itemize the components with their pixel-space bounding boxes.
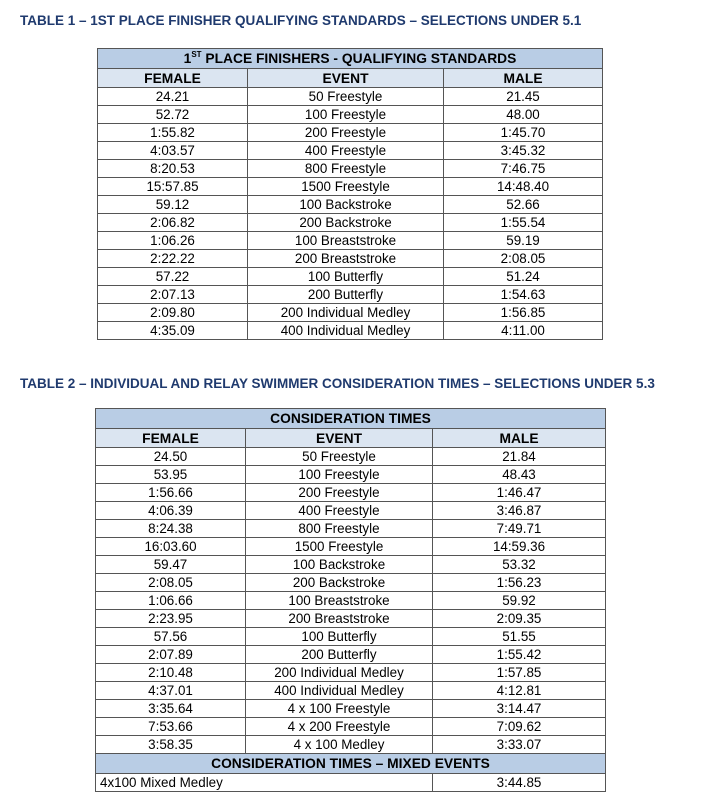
table-row (98, 304, 603, 322)
male-time-cell: 59.19 (444, 232, 603, 250)
female-time-cell: 4:06.39 (96, 502, 246, 520)
female-time-cell: 53.95 (96, 466, 246, 484)
female-time-cell: 2:08.05 (96, 574, 246, 592)
event-cell: 200 Backstroke (248, 214, 444, 232)
male-time-cell: 21.45 (444, 88, 603, 106)
male-time-cell: 1:45.70 (444, 124, 603, 142)
table-row (98, 196, 603, 214)
consideration-times-table (95, 408, 606, 792)
mixed-event-cell: 4x100 Mixed Medley (96, 774, 433, 792)
table-row (96, 466, 606, 484)
male-time-cell: 3:33.07 (433, 736, 606, 754)
event-cell: 100 Butterfly (246, 628, 433, 646)
table-row (98, 322, 603, 340)
table-row (96, 628, 606, 646)
table-row (98, 250, 603, 268)
female-time-cell: 4:35.09 (98, 322, 248, 340)
event-cell: 4 x 100 Medley (246, 736, 433, 754)
column-header-male: MALE (433, 429, 606, 448)
female-time-cell: 2:23.95 (96, 610, 246, 628)
event-cell: 400 Freestyle (246, 502, 433, 520)
female-time-cell: 1:56.66 (96, 484, 246, 502)
event-cell: 400 Freestyle (248, 142, 444, 160)
male-time-cell: 14:48.40 (444, 178, 603, 196)
table-row (98, 214, 603, 232)
female-time-cell: 1:06.26 (98, 232, 248, 250)
table-row (98, 286, 603, 304)
table-row (98, 160, 603, 178)
table1-title: 1ST PLACE FINISHERS - QUALIFYING STANDARDS (98, 49, 603, 69)
female-time-cell: 59.47 (96, 556, 246, 574)
female-time-cell: 24.50 (96, 448, 246, 466)
table-row (98, 142, 603, 160)
male-time-cell: 3:46.87 (433, 502, 606, 520)
male-time-cell: 7:09.62 (433, 718, 606, 736)
male-time-cell: 2:09.35 (433, 610, 606, 628)
event-cell: 400 Individual Medley (248, 322, 444, 340)
column-header-female: FEMALE (96, 429, 246, 448)
table-row (98, 268, 603, 286)
female-time-cell: 2:06.82 (98, 214, 248, 232)
event-cell: 200 Breaststroke (248, 250, 444, 268)
table-row (96, 502, 606, 520)
male-time-cell: 1:56.85 (444, 304, 603, 322)
event-cell: 4 x 200 Freestyle (246, 718, 433, 736)
event-cell: 200 Individual Medley (246, 664, 433, 682)
event-cell: 200 Butterfly (248, 286, 444, 304)
event-cell: 800 Freestyle (246, 520, 433, 538)
table-row (98, 232, 603, 250)
column-header-event: EVENT (246, 429, 433, 448)
table2-heading: TABLE 2 – INDIVIDUAL AND RELAY SWIMMER CONSIDERATION TIMES – SELECTIONS UNDER 5.3 (20, 376, 655, 391)
female-time-cell: 8:24.38 (96, 520, 246, 538)
event-cell: 200 Freestyle (246, 484, 433, 502)
table-row (96, 736, 606, 754)
event-cell: 100 Butterfly (248, 268, 444, 286)
mixed-events-title: CONSIDERATION TIMES – MIXED EVENTS (96, 754, 606, 774)
table-row (98, 124, 603, 142)
event-cell: 200 Backstroke (246, 574, 433, 592)
female-time-cell: 57.56 (96, 628, 246, 646)
female-time-cell: 8:20.53 (98, 160, 248, 178)
table-row (96, 682, 606, 700)
female-time-cell: 59.12 (98, 196, 248, 214)
female-time-cell: 3:58.35 (96, 736, 246, 754)
female-time-cell: 2:22.22 (98, 250, 248, 268)
event-cell: 1500 Freestyle (248, 178, 444, 196)
female-time-cell: 7:53.66 (96, 718, 246, 736)
male-time-cell: 53.32 (433, 556, 606, 574)
table-row (96, 538, 606, 556)
event-cell: 200 Butterfly (246, 646, 433, 664)
event-cell: 50 Freestyle (246, 448, 433, 466)
male-time-cell: 4:12.81 (433, 682, 606, 700)
event-cell: 1500 Freestyle (246, 538, 433, 556)
female-time-cell: 15:57.85 (98, 178, 248, 196)
male-time-cell: 48.00 (444, 106, 603, 124)
female-time-cell: 24.21 (98, 88, 248, 106)
qualifying-standards-table (97, 48, 603, 340)
table-row (96, 574, 606, 592)
table-row (98, 106, 603, 124)
female-time-cell: 4:03.57 (98, 142, 248, 160)
table-row (96, 610, 606, 628)
male-time-cell: 1:55.54 (444, 214, 603, 232)
table-row (98, 178, 603, 196)
female-time-cell: 52.72 (98, 106, 248, 124)
event-cell: 100 Breaststroke (246, 592, 433, 610)
female-time-cell: 1:55.82 (98, 124, 248, 142)
male-time-cell: 1:56.23 (433, 574, 606, 592)
male-time-cell: 48.43 (433, 466, 606, 484)
male-time-cell: 51.24 (444, 268, 603, 286)
female-time-cell: 2:07.89 (96, 646, 246, 664)
male-time-cell: 7:46.75 (444, 160, 603, 178)
female-time-cell: 1:06.66 (96, 592, 246, 610)
table-row (96, 484, 606, 502)
female-time-cell: 4:37.01 (96, 682, 246, 700)
event-cell: 800 Freestyle (248, 160, 444, 178)
mixed-time-cell: 3:44.85 (433, 774, 606, 792)
event-cell: 400 Individual Medley (246, 682, 433, 700)
column-header-male: MALE (444, 69, 603, 88)
male-time-cell: 21.84 (433, 448, 606, 466)
male-time-cell: 51.55 (433, 628, 606, 646)
male-time-cell: 3:14.47 (433, 700, 606, 718)
column-header-event: EVENT (248, 69, 444, 88)
table-row (96, 700, 606, 718)
event-cell: 4 x 100 Freestyle (246, 700, 433, 718)
male-time-cell: 52.66 (444, 196, 603, 214)
table1-heading: TABLE 1 – 1ST PLACE FINISHER QUALIFYING STANDARDS – SELECTIONS UNDER 5.1 (20, 13, 582, 28)
table-row (96, 448, 606, 466)
male-time-cell: 1:54.63 (444, 286, 603, 304)
event-cell: 200 Freestyle (248, 124, 444, 142)
table2-title: CONSIDERATION TIMES (96, 409, 606, 429)
female-time-cell: 3:35.64 (96, 700, 246, 718)
male-time-cell: 4:11.00 (444, 322, 603, 340)
male-time-cell: 14:59.36 (433, 538, 606, 556)
female-time-cell: 57.22 (98, 268, 248, 286)
event-cell: 200 Breaststroke (246, 610, 433, 628)
female-time-cell: 16:03.60 (96, 538, 246, 556)
event-cell: 200 Individual Medley (248, 304, 444, 322)
event-cell: 100 Backstroke (246, 556, 433, 574)
female-time-cell: 2:07.13 (98, 286, 248, 304)
male-time-cell: 1:57.85 (433, 664, 606, 682)
male-time-cell: 1:55.42 (433, 646, 606, 664)
table-row (96, 520, 606, 538)
male-time-cell: 2:08.05 (444, 250, 603, 268)
event-cell: 100 Breaststroke (248, 232, 444, 250)
event-cell: 50 Freestyle (248, 88, 444, 106)
female-time-cell: 2:09.80 (98, 304, 248, 322)
column-header-female: FEMALE (98, 69, 248, 88)
table-row (96, 556, 606, 574)
male-time-cell: 3:45.32 (444, 142, 603, 160)
event-cell: 100 Freestyle (248, 106, 444, 124)
male-time-cell: 59.92 (433, 592, 606, 610)
male-time-cell: 7:49.71 (433, 520, 606, 538)
event-cell: 100 Backstroke (248, 196, 444, 214)
table-row (96, 774, 606, 792)
table-row (96, 664, 606, 682)
table-row (96, 646, 606, 664)
event-cell: 100 Freestyle (246, 466, 433, 484)
table-row (96, 718, 606, 736)
table-row (96, 592, 606, 610)
male-time-cell: 1:46.47 (433, 484, 606, 502)
table-row (98, 88, 603, 106)
female-time-cell: 2:10.48 (96, 664, 246, 682)
